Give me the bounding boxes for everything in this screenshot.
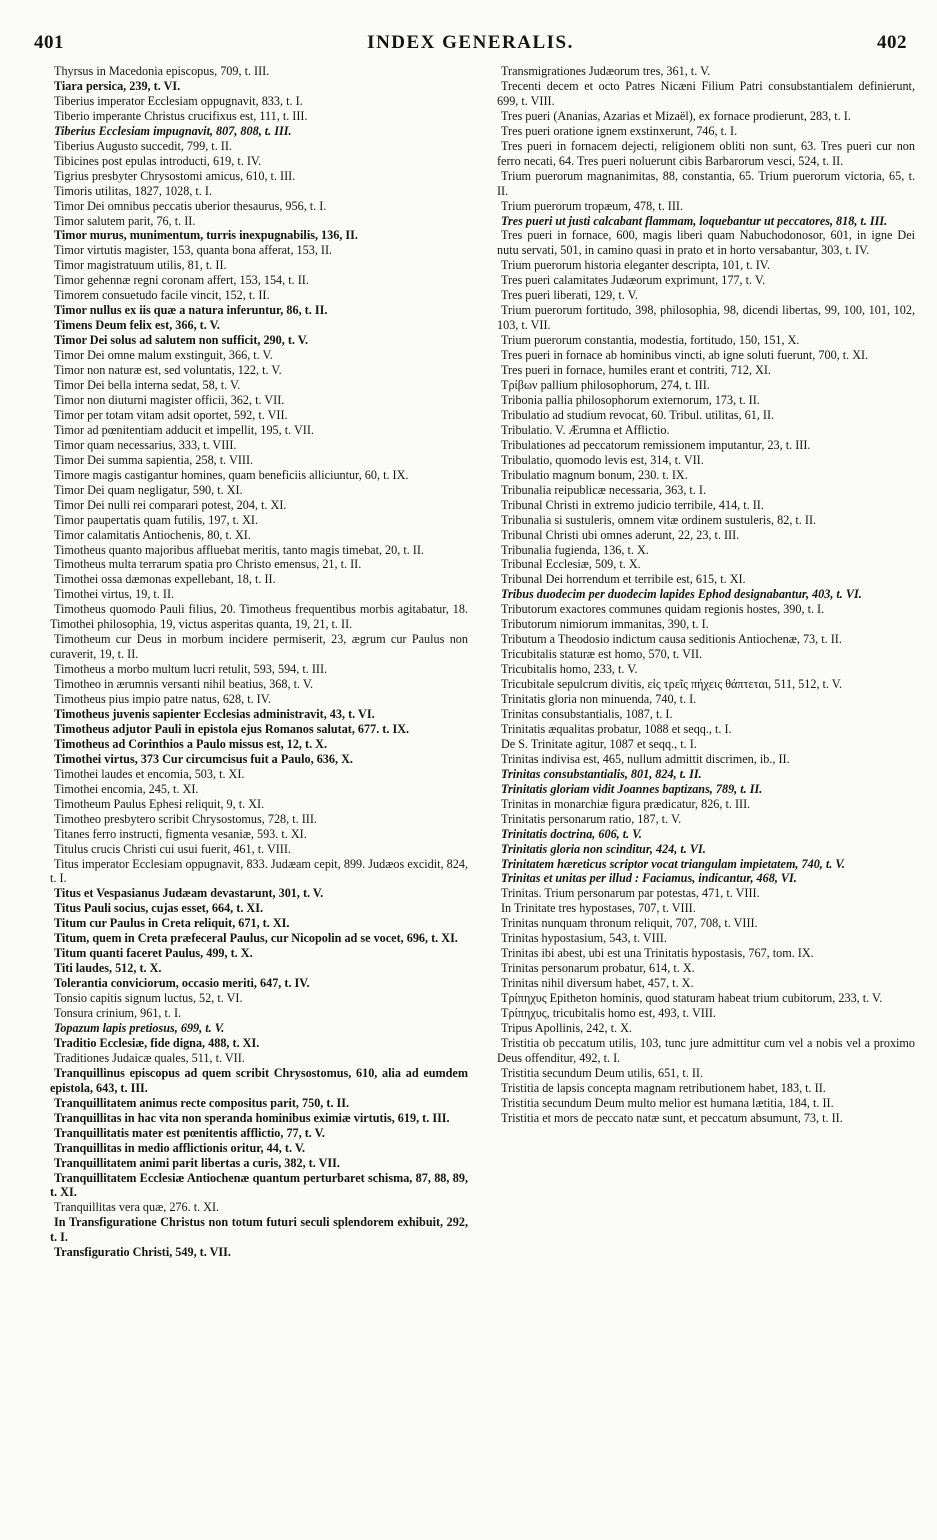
index-entry: Timor Dei nulli rei comparari potest, 204, t. XI. (54, 497, 287, 512)
index-entry: Tribunalia si sustuleris, omnem vitæ ordinem sustuleris, 82, t. II. (501, 512, 817, 527)
index-entry: Titus Pauli socius, cujas esset, 664, t. XI. (54, 901, 264, 916)
index-entry: Timotheus ad Corinthios a Paulo missus est, 12, t. X. (54, 736, 328, 751)
index-entry: Trinitatis gloria non scinditur, 424, t. VI. (501, 841, 706, 856)
index-entry: Timor magistratuum utilis, 81, t. II. (54, 258, 227, 273)
index-entry: Trinitas consubstantialis, 801, 824, t. II. (501, 766, 702, 781)
index-entry: Tribunalia reipublicæ necessaria, 363, t. I. (501, 482, 706, 497)
index-entry: Trinitas et unitas per illud : Faciamus, indicantur, 468, VI. (501, 871, 797, 886)
index-entry: Tiberius Ecclesiam impugnavit, 807, 808, t. III. (54, 123, 292, 138)
index-entry: Tribunal Christi in extremo judicio terribile, 414, t. II. (501, 497, 764, 512)
index-entry: Trinitas hypostasium, 543, t. VIII. (501, 931, 667, 946)
index-entry: Titum cur Paulus in Creta reliquit, 671, t. XI. (54, 916, 290, 931)
index-entry: Tres pueri liberati, 129, t. V. (501, 288, 638, 303)
index-entry: Timotheus quanto majoribus affluebat meritis, tanto magis timebat, 20, t. II. (54, 542, 424, 557)
index-entry: Tribunal Christi ubi omnes aderunt, 22, 23, t. III. (501, 527, 740, 542)
index-entry: Tripus Apollinis, 242, t. X. (501, 1021, 632, 1035)
index-entry: Tristitia de lapsis concepta magnam retributionem habet, 183, t. II. (501, 1080, 826, 1095)
index-entry: Timor gehennæ regni coronam affert, 153, 154, t. II. (54, 273, 309, 288)
index-entry: Tres pueri oratione ignem exstinxerunt, 746, t. I. (501, 123, 738, 138)
index-entry: Timotheus multa terrarum spatia pro Christo emensus, 21, t. II. (54, 557, 362, 572)
index-entry: Timotheus adjutor Pauli in epistola ejus Romanos salutat, 677. t. IX. (54, 721, 410, 736)
index-entry: Tres pueri in fornace, 600, magis liberi quam Nabuchodonosor, 601, in igne Dei nutu servati, 501, in camino quasi in prato et in horto versabantur, 303, t. IV. (497, 228, 915, 258)
index-entry: Tres pueri calamitates Judæorum exprimunt, 177, t. V. (501, 273, 766, 288)
index-entry: Titi laudes, 512, t. X. (54, 961, 162, 976)
index-entry: Τρίπηχυς, tricubitalis homo est, 493, t. VIII. (501, 1006, 716, 1021)
index-entry: Trium puerorum tropæum, 478, t. III. (501, 198, 684, 213)
index-entry: Tranquillitatis mater est pœnitentis afflictio, 77, t. V. (54, 1125, 325, 1140)
index-entry: Timor murus, munimentum, turris inexpugnabilis, 136, II. (54, 228, 358, 243)
index-entry: Timotheo in ærumnis versanti nihil beatius, 368, t. V. (54, 677, 314, 692)
index-entry: Traditio Ecclesiæ, fide digna, 488, t. XI. (54, 1035, 260, 1050)
index-entry: Timothei virtus, 373 Cur circumcisus fuit a Paulo, 636, X. (54, 751, 353, 766)
index-entry: Tribonia pallia philosophorum externorum, 173, t. II. (501, 392, 760, 407)
index-entry: Timor non naturæ est, sed voluntatis, 122, t. V. (54, 363, 282, 378)
index-entry: Tribulationes ad peccatorum remissionem imputantur, 23, t. III. (501, 437, 811, 452)
index-entry: Tristitia secundum Deum multo melior est humana lætitia, 184, t. II. (501, 1095, 834, 1110)
index-entry: Timotheus a morbo multum lucri retulit, 593, 594, t. III. (54, 662, 328, 677)
index-entry: Trinitas ibi abest, ubi est una Trinitatis hypostasis, 767, tom. IX. (501, 946, 814, 961)
index-entry: Thyrsus in Macedonia episcopus, 709, t. III. (54, 64, 270, 78)
index-entry: Timor nullus ex iis quæ a natura inferuntur, 86, t. II. (54, 303, 328, 318)
index-entry: Timoris utilitas, 1827, 1028, t. I. (54, 183, 213, 198)
index-entry: Timor Dei summa sapientia, 258, t. VIII. (54, 452, 254, 467)
index-entry: Tonsura crinium, 961, t. I. (54, 1006, 182, 1021)
index-entry: Trinitatis personarum ratio, 187, t. V. (501, 811, 682, 826)
index-entry: Tribunal Ecclesiæ, 509, t. X. (501, 557, 641, 572)
index-entry: Timothei encomia, 245, t. XI. (54, 781, 199, 796)
index-entry: Timor virtutis magister, 153, quanta bona afferat, 153, II. (54, 243, 333, 258)
index-entry: Tricubitale sepulcrum divitis, εἰς τρεῖς πήχεις θάπτεται, 511, 512, t. V. (501, 677, 843, 692)
index-entry: Titus et Vespasianus Judæam devastarunt, 301, t. V. (54, 886, 324, 901)
index-entry: Timor Dei omnibus peccatis uberior thesaurus, 956, t. I. (54, 198, 327, 213)
index-entry: Titanes ferro instructi, figmenta vesaniæ, 593. t. XI. (54, 826, 307, 841)
index-entry: Trium puerorum magnanimitas, 88, constantia, 65. Trium puerorum victoria, 65, t. II. (497, 168, 915, 198)
index-entry: Timor Dei bella interna sedat, 58, t. V. (54, 378, 241, 393)
index-entry: Trinitatis gloria non minuenda, 740, t. I. (501, 692, 697, 707)
index-entry: Timor Dei omne malum exstinguit, 366, t. V. (54, 348, 273, 363)
index-entry: Trinitas personarum probatur, 614, t. X. (501, 961, 695, 976)
index-entry: In Transfiguratione Christus non totum futuri seculi splendorem exhibuit, 292, t. I. (50, 1215, 468, 1245)
index-entry: Tiberius imperator Ecclesiam oppugnavit, 833, t. I. (54, 93, 303, 108)
index-entry: Trinitas nihil diversum habet, 457, t. X. (501, 976, 694, 991)
index-entry: Timorem consuetudo facile vincit, 152, t. II. (54, 288, 270, 303)
index-entry: Trinitas in monarchiæ figura prædicatur, 826, t. III. (501, 796, 751, 811)
index-entry: Tres pueri ut justi calcabant flammam, loquebantur ut peccatores, 818, t. III. (501, 213, 888, 228)
index-entry: Trinitas nunquam thronum reliquit, 707, 708, t. VIII. (501, 916, 758, 931)
index-entry: Timor salutem parit, 76, t. II. (54, 213, 196, 228)
index-entry: Timor quam necessarius, 333, t. VIII. (54, 437, 237, 452)
index-entry: Trinitas. Trium personarum par potestas, 471, t. VIII. (501, 886, 760, 901)
index-entry: Tricubitalis homo, 233, t. V. (501, 662, 638, 677)
index-entry: Trecenti decem et octo Patres Nicæni Filium Patri consubstantialem definierunt, 699, t. VIII. (497, 78, 915, 108)
index-entry: Trinitas indivisa est, 465, nullum admittit discrimen, ib., II. (501, 751, 790, 766)
index-entry: Titum quanti faceret Paulus, 499, t. X. (54, 946, 253, 961)
index-entry: Tonsio capitis signum luctus, 52, t. VI. (54, 991, 243, 1006)
index-entry: In Trinitate tres hypostases, 707, t. VIII. (501, 901, 696, 916)
index-entry: Tristitia et mors de peccato natæ sunt, et peccatum absumunt, 73, t. II. (501, 1110, 843, 1125)
index-entry: Titum, quem in Creta præfeceral Paulus, cur Nicopolin ad se vocet, 696, t. XI. (54, 931, 458, 946)
index-entry: Trinitatem hæreticus scriptor vocat triangulam impietatem, 740, t. V. (501, 856, 845, 871)
page-number-right: 402 (877, 32, 907, 53)
index-entry: Tributorum nimiorum immanitas, 390, t. I. (501, 617, 709, 632)
index-entry: Tiara persica, 239, t. VI. (54, 78, 181, 93)
index-entry: Timothei ossa dæmonas expellebant, 18, t. II. (54, 572, 276, 587)
index-entry: Tranquillinus episcopus ad quem scribit Chrysostomus, 610, alia ad eumdem epistola, 643, t. III. (50, 1065, 468, 1095)
index-entry: Tributum a Theodosio indictum causa seditionis Antiochenæ, 73, t. II. (501, 632, 842, 647)
index-entry: Tribus duodecim per duodecim lapides Ephod designabantur, 403, t. VI. (501, 587, 862, 602)
index-entry: Tribulatio magnum bonum, 230. t. IX. (501, 467, 688, 482)
index-entry: Tribulatio ad studium revocat, 60. Tribul. utilitas, 61, II. (501, 407, 775, 422)
index-entry: Timor per totam vitam adsit oportet, 592, t. VII. (54, 407, 288, 422)
index-entry: Tranquillitatem animus recte compositus parit, 750, t. II. (54, 1095, 350, 1110)
index-entry: Timotheum Paulus Ephesi reliquit, 9, t. XI. (54, 796, 265, 811)
index-entry: Topazum lapis pretiosus, 699, t. V. (54, 1021, 225, 1035)
index-entry: Trium puerorum historia eleganter descripta, 101, t. IV. (501, 258, 771, 273)
index-entry: Timor ad pœnitentiam adducit et impellit, 195, t. VII. (54, 422, 314, 437)
index-entry: Timothei laudes et encomia, 503, t. XI. (54, 766, 245, 781)
index-entry: Tres pueri (Ananias, Azarias et Mizaël), ex fornace prodierunt, 283, t. I. (501, 108, 851, 123)
index-entry: Timor paupertatis quam futilis, 197, t. XI. (54, 512, 259, 527)
index-entry: Timore magis castigantur homines, quam beneficiis alliciuntur, 60, t. IX. (54, 467, 409, 482)
index-entry: Timothei virtus, 19, t. II. (54, 587, 175, 602)
index-entry: Tribulatio. V. Ærumna et Afflictio. (501, 422, 670, 437)
index-entry: Traditiones Judaicæ quales, 511, t. VII. (54, 1050, 245, 1065)
index-entry: Trium puerorum constantia, modestia, fortitudo, 150, 151, X. (501, 333, 800, 348)
index-entry: Timotheus juvenis sapienter Ecclesias administravit, 43, t. VI. (54, 706, 375, 721)
index-entry: Tres pueri in fornace ab hominibus vincti, ab igne soluti fuerunt, 700, t. XI. (501, 348, 869, 363)
index-entry: Tiberio imperante Christus crucifixus est, 111, t. III. (54, 108, 308, 123)
index-entry: Timor Dei solus ad salutem non sufficit, 290, t. V. (54, 333, 309, 348)
index-entry: Trinitas consubstantialis, 1087, t. I. (501, 706, 673, 721)
index-entry: Transmigrationes Judæorum tres, 361, t. V. (501, 64, 711, 78)
index-entry: De S. Trinitate agitur, 1087 et seqq., t. I. (501, 736, 697, 751)
index-entry: Trinitatis gloriam vidit Joannes baptizans, 789, t. II. (501, 781, 763, 796)
index-entry: Trinitatis doctrina, 606, t. V. (501, 826, 642, 841)
index-entry: Titus imperator Ecclesiam oppugnavit, 833. Judæam cepit, 899. Judæos excidit, 824, t. I. (50, 856, 468, 886)
index-entry: Timotheus pius impio patre natus, 628, t. IV. (54, 692, 272, 707)
index-entry: Tibicines post epulas introducti, 619, t. IV. (54, 153, 262, 168)
index-entry: Tolerantia conviciorum, occasio meriti, 647, t. IV. (54, 976, 310, 991)
index-entry: Tranquillitas in hac vita non speranda hominibus eximiæ virtutis, 619, t. III. (54, 1110, 450, 1125)
index-entry: Tres pueri in fornace, humiles erant et contriti, 712, XI. (501, 363, 771, 378)
page-header (34, 32, 907, 58)
index-entry: Tres pueri in fornacem dejecti, religionem obliti non sunt, 63. Tres pueri cur non ferro necati, 64. Tres pueri noluerunt cibis Barbarorum vesci, 524, t. II. (497, 138, 915, 168)
left-column (50, 64, 468, 1260)
page-number-left: 401 (34, 32, 64, 53)
index-entry: Τρίπηχυς Epitheton hominis, quod staturam habeat trium cubitorum, 233, t. V. (501, 991, 883, 1006)
index-entry: Tribulatio, quomodo levis est, 314, t. VII. (501, 452, 704, 467)
index-entry: Tiberius Augusto succedit, 799, t. II. (54, 138, 232, 153)
right-column (497, 64, 915, 1126)
index-entry: Tranquillitas vera quæ, 276. t. XI. (54, 1200, 220, 1215)
index-entry: Timor non diuturni magister officii, 362, t. VII. (54, 392, 285, 407)
index-entry: Tigrius presbyter Chrysostomi amicus, 610, t. III. (54, 168, 296, 183)
index-entry: Tranquillitas in medio afflictionis oritur, 44, t. V. (54, 1140, 306, 1155)
index-entry: Tribunalia fugienda, 136, t. X. (501, 542, 649, 557)
index-entry: Trium puerorum fortitudo, 398, philosophia, 98, dicendi libertas, 99, 100, 101, 102, 103, t. VII. (497, 303, 915, 333)
index-entry: Timor calamitatis Antiochenis, 80, t. XI. (54, 527, 251, 542)
index-entry: Tranquillitatem Ecclesiæ Antiochenæ quantum perturbaret schisma, 87, 88, 89, t. XI. (50, 1170, 468, 1200)
index-entry: Timotheum cur Deus in morbum incidere permiserit, 23, ægrum cur Paulus non curaverit, 19, t. II. (50, 632, 468, 662)
index-entry: Timens Deum felix est, 366, t. V. (54, 318, 220, 333)
index-entry: Tribunal Dei horrendum et terribile est, 615, t. XI. (501, 572, 746, 587)
index-entry: Timotheo presbytero scribit Chrysostomus, 728, t. III. (54, 811, 317, 826)
index-entry: Tributorum exactores communes quidam regionis hostes, 390, t. I. (501, 602, 825, 617)
index-entry: Timor Dei quam negligatur, 590, t. XI. (54, 482, 243, 497)
index-entry: Trinitatis æqualitas probatur, 1088 et seqq., t. I. (501, 721, 732, 736)
index-entry: Tranquillitatem animi parit libertas a curis, 382, t. VII. (54, 1155, 340, 1170)
index-entry: Tristitia ob peccatum utilis, 103, tunc jure admittitur cum vel a nobis vel a proximo Deus offenditur, 492, t. I. (497, 1035, 915, 1065)
running-title: INDEX GENERALIS. (367, 32, 574, 53)
index-entry: Titulus crucis Christi cui usui fuerit, 461, t. VIII. (54, 841, 291, 856)
index-entry: Tricubitalis staturæ est homo, 570, t. VII. (501, 647, 703, 662)
index-entry: Timotheus quomodo Pauli filius, 20. Timotheus frequentibus morbis agitabatur, 18. Timothei philosophia, 19, victus asperitas quanta, 19, 21, t. II. (50, 602, 468, 632)
index-entry: Τρίβων pallium philosophorum, 274, t. III. (501, 378, 710, 393)
index-entry: Transfiguratio Christi, 549, t. VII. (54, 1245, 231, 1260)
index-entry: Tristitia secundum Deum utilis, 651, t. II. (501, 1065, 703, 1080)
